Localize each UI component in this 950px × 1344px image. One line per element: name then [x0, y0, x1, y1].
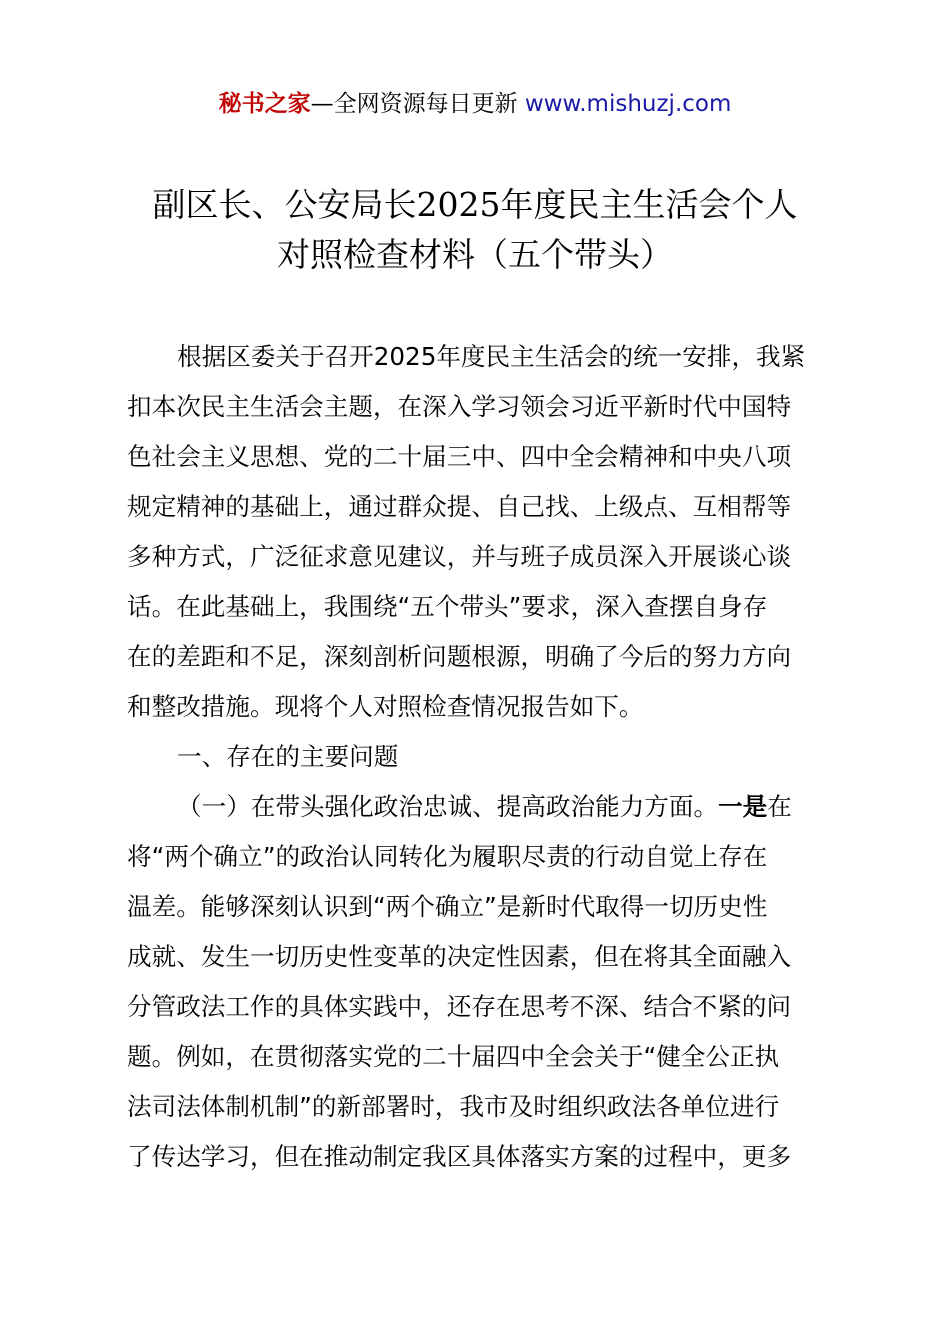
title-line: 副区长、公安局长2025年度民主生活会个人 — [152, 185, 798, 224]
intro-line: 规定精神的基础上，通过群众提、自己找、上级点、互相帮等 — [127, 492, 792, 521]
subsection-line: 温差。能够深刻认识到“两个确立”是新时代取得一切历史性 — [127, 892, 768, 921]
subsection-line: 法司法体制机制”的新部署时，我市及时组织政法各单位进行 — [127, 1092, 780, 1121]
intro-line: 多种方式，广泛征求意见建议，并与班子成员深入开展谈心谈 — [127, 542, 792, 571]
site-tagline: —全网资源每日更新 — [310, 91, 525, 117]
intro-line: 根据区委关于召开2025年度民主生活会的统一安排，我紧 — [177, 342, 806, 371]
document-body — [127, 332, 833, 1182]
subsection-line: 分管政法工作的具体实践中，还存在思考不深、结合不紧的问 — [127, 992, 792, 1021]
site-brand: 秘书之家 — [218, 91, 311, 117]
document-title — [60, 180, 890, 280]
subsection-line: 题。例如，在贯彻落实党的二十届四中全会关于“健全公正执 — [127, 1042, 780, 1071]
subsection-bold-marker: 一是 — [718, 792, 768, 821]
subsection-line: 将“两个确立”的政治认同转化为履职尽责的行动自觉上存在 — [127, 842, 768, 871]
site-url-link[interactable]: www.mishuzj.com — [524, 91, 732, 117]
subsection-line: 成就、发生一切历史性变革的决定性因素，但在将其全面融入 — [127, 942, 792, 971]
intro-line: 在的差距和不足，深刻剖析问题根源，明确了今后的努力方向 — [127, 642, 792, 671]
subsection-first-line — [127, 782, 833, 832]
intro-line: 色社会主义思想、党的二十届三中、四中全会精神和中央八项 — [127, 442, 792, 471]
title-line: 对照检查材料（五个带头） — [277, 235, 673, 274]
subsection-lead: （一）在带头强化政治忠诚、提高政治能力方面。 — [177, 792, 719, 821]
subsection-line: 了传达学习，但在推动制定我区具体落实方案的过程中，更多 — [127, 1142, 792, 1171]
subsection-tail: 在 — [767, 792, 792, 821]
intro-line: 扣本次民主生活会主题，在深入学习领会习近平新时代中国特 — [127, 392, 792, 421]
site-header — [0, 86, 950, 122]
section-heading: 一、存在的主要问题 — [177, 742, 399, 771]
intro-line: 话。在此基础上，我围绕“五个带头”要求，深入查摆自身存 — [127, 592, 768, 621]
intro-line: 和整改措施。现将个人对照检查情况报告如下。 — [127, 692, 644, 721]
